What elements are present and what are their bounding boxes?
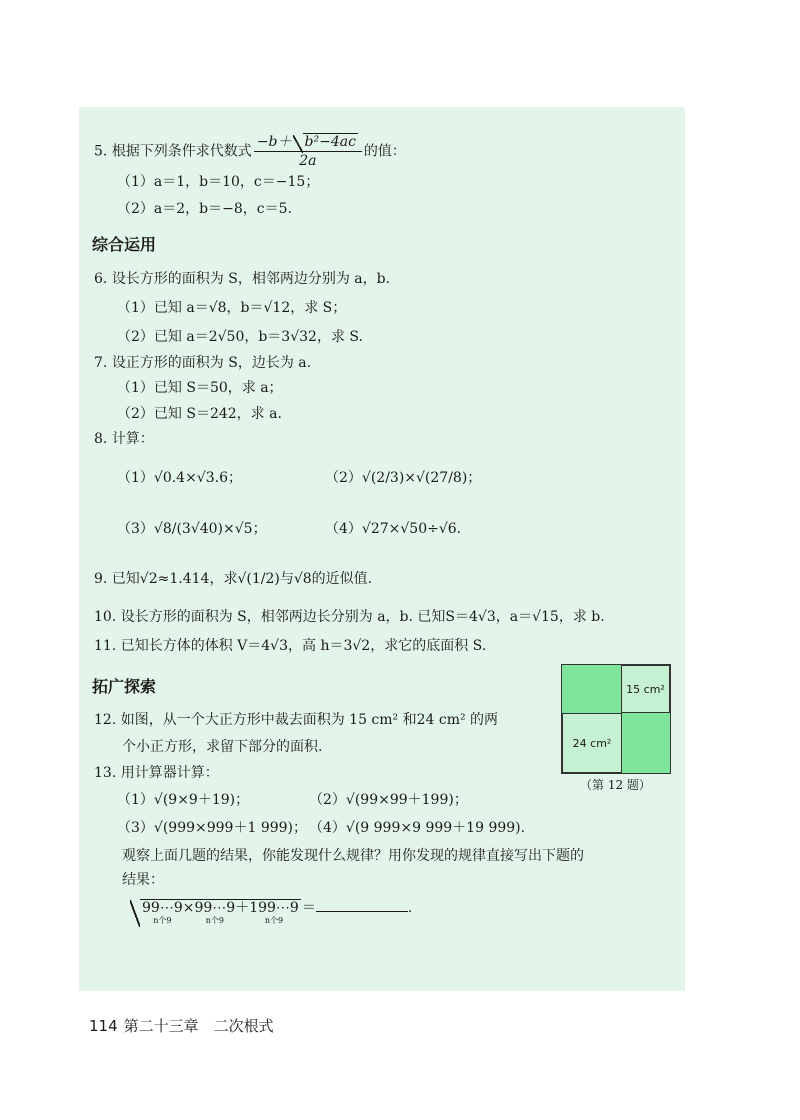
q6-sub1: （1）已知 a＝√8，b＝√12，求 S； [117,300,347,316]
q7-sub1: （1）已知 S＝50，求 a； [117,380,283,396]
q5-formula: $\frac{\text{−b＋ b²−4ac}}{2a}$ [254,133,362,170]
small-square-top: 15 cm² [621,665,670,713]
q8-sub4: （4）√27×√50÷√6. [325,521,462,537]
q10-stem: 10. 设长方形的面积为 S，相邻两边长分别为 a，b. 已知S＝4√3，a＝√15，求 b. [94,609,605,625]
q12-line2: 个小正方形，求留下部分的面积. [122,739,323,755]
q11-stem: 11. 已知长方体的体积 V＝4√3，高 h＝3√2，求它的底面积 S. [94,638,487,654]
small-square-bottom: 24 cm² [562,713,622,773]
q9-stem: 9. 已知√2≈1.414，求√(1/2)与√8的近似值. [94,571,373,587]
page-number: 114 [89,1017,118,1035]
q13-sub1: （1）√(9×9＋19)； [117,792,250,808]
chapter-title: 第二十三章 二次根式 [123,1017,274,1035]
answer-blank[interactable] [316,897,408,912]
q7-stem: 7. 设正方形的面积为 S，边长为 a. [94,355,312,371]
section-heading-extension: 拓广探索 [92,677,157,696]
q6-sub2: （2）已知 a＝2√50，b＝3√32，求 S. [117,329,363,345]
q6-stem: 6. 设长方形的面积为 S，相邻两边分别为 a，b. [94,271,391,287]
q13-sub3: （3）√(999×999＋1 999)； [117,820,308,836]
section-heading-comprehensive: 综合运用 [92,235,157,254]
q12-line1: 12. 如图，从一个大正方形中裁去面积为 15 cm² 和24 cm² 的两 [94,712,499,728]
q8-stem: 8. 计算： [94,431,154,447]
q8-sub1: （1）√0.4×√3.6； [117,470,243,486]
q5-sub1: （1）a＝1，b＝10，c＝−15； [117,174,320,190]
q13-sub2: （2）√(99×99＋199)； [309,792,468,808]
q7-sub2: （2）已知 S＝242，求 a. [117,406,282,422]
q8-sub3: （3）√8/(3√40)×√5； [117,521,267,537]
q13-observe-line1: 观察上面几题的结果，你能发现什么规律？用你发现的规律直接写出下题的 [122,848,584,864]
q12-figure [561,664,671,774]
exercise-panel [79,107,685,991]
q13-observe-line2: 结果： [122,872,164,888]
page-footer [89,1015,274,1036]
q8-sub2: （2）√(2/3)×√(27/8)； [325,470,482,486]
q5-stem: 5. 根据下列条件求代数式 $\frac{\text{−b＋ b²−4ac}}{2a}$ 的值： [94,134,406,169]
q13-final-expression: 99⋯9 n个9 × 99⋯9 n个9 ＋ 199⋯9 n个9 ＝ . [129,897,412,925]
q13-sub4: （4）√(9 999×9 999＋19 999). [309,820,526,836]
q5-sub2: （2）a＝2，b＝−8，c＝5. [117,201,292,217]
q13-stem: 13. 用计算器计算： [94,765,219,781]
figure-caption: （第 12 题） [580,778,651,792]
